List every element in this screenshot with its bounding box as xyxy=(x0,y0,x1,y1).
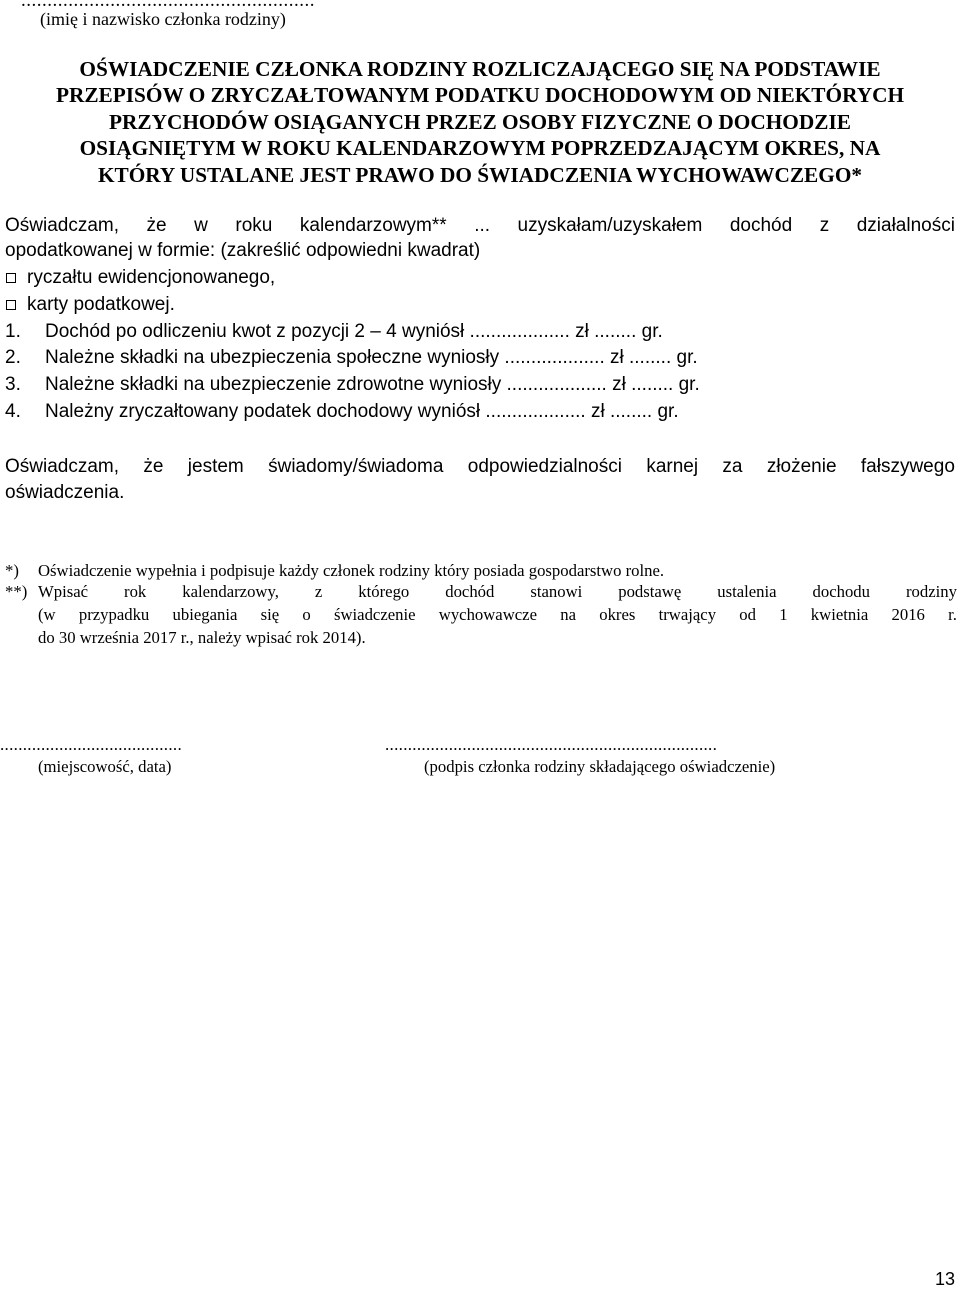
word: z xyxy=(314,582,323,601)
word: fałszywego xyxy=(860,456,955,477)
title-line: PRZYCHODÓW OSIĄGANYCH PRZEZ OSOBY FIZYCZNE O DOCHODZIE xyxy=(109,109,851,134)
responsibility-line: oświadczenia. xyxy=(5,482,125,503)
word: którego xyxy=(358,582,410,601)
word: kalendarzowy, xyxy=(182,582,279,601)
title-line: PRZEPISÓW O ZRYCZAŁTOWANYM PODATKU DOCHODOWYM OD NIEKTÓRYCH xyxy=(55,83,905,108)
item-number: 3. xyxy=(5,374,21,395)
word: rok xyxy=(124,582,147,601)
word: świadczenie xyxy=(333,605,416,624)
word: kalendarzowym** xyxy=(299,215,447,236)
item-number: 4. xyxy=(5,401,21,422)
word: jestem xyxy=(187,456,244,477)
word: Oświadczam, xyxy=(5,456,120,477)
word: 1 xyxy=(779,605,788,624)
place-date-dotted-line: ........................................ xyxy=(0,735,182,754)
footnote-mark: **) xyxy=(5,582,28,601)
footnote-text: Oświadczenie wypełnia i podpisuje każdy członek rodziny który posiada gospodarstwo rolne. xyxy=(38,561,665,580)
document-title xyxy=(0,56,960,188)
word: Wpisać xyxy=(38,582,89,601)
word: w xyxy=(194,215,208,236)
word: Oświadczam, xyxy=(5,215,120,236)
title-line: OSIĄGNIĘTYM W ROKU KALENDARZOWYM POPRZEDZAJĄCYM OKRES, NA xyxy=(79,136,881,161)
footnote-mark: *) xyxy=(5,561,19,580)
word: złożenie xyxy=(766,456,837,477)
page-number: 13 xyxy=(935,1269,956,1289)
footnote-text-line: do 30 września 2017 r., należy wpisać rok 2014). xyxy=(38,628,366,647)
option-label: karty podatkowej. xyxy=(27,294,175,315)
word: r. xyxy=(948,605,957,624)
declaration-line xyxy=(5,215,955,237)
declaration-line: opodatkowanej w formie: (zakreślić odpowiedni kwadrat) xyxy=(5,240,481,261)
item-number: 1. xyxy=(5,321,21,342)
word: dochód xyxy=(445,582,495,601)
word: ubiegania xyxy=(172,605,238,624)
footnote-text-line xyxy=(38,605,957,625)
word: z xyxy=(819,215,830,236)
word: karnej xyxy=(646,456,699,477)
footnote-1 xyxy=(5,561,664,581)
checkbox-square-icon[interactable] xyxy=(6,300,16,310)
word: dochód xyxy=(729,215,793,236)
word: dochodu xyxy=(812,582,870,601)
word: podstawę xyxy=(618,582,682,601)
year-blank: ... xyxy=(474,215,491,236)
option-ryczalt[interactable] xyxy=(5,267,275,289)
word: okres xyxy=(599,605,636,624)
word: przypadku xyxy=(78,605,150,624)
word: uzyskałam/uzyskałem xyxy=(517,215,703,236)
word: wychowawcze xyxy=(438,605,537,624)
word: na xyxy=(560,605,576,624)
title-line: OŚWIADCZENIE CZŁONKA RODZINY ROZLICZAJĄCEGO SIĘ NA PODSTAWIE xyxy=(79,57,881,81)
list-item xyxy=(5,347,698,369)
footnote-text-line xyxy=(38,582,957,602)
name-caption: (imię i nazwisko członka rodziny) xyxy=(40,9,286,29)
item-text: Należne składki na ubezpieczenie zdrowotne wyniosły ................... zł ........ gr. xyxy=(45,374,700,395)
word: (w xyxy=(38,605,56,624)
responsibility-line xyxy=(5,456,955,478)
list-item xyxy=(5,321,663,343)
word: trwający xyxy=(658,605,717,624)
signature-caption: (podpis członka rodziny składającego oświadczenie) xyxy=(424,757,776,776)
word: za xyxy=(722,456,743,477)
word: że xyxy=(146,215,167,236)
word: rodziny xyxy=(905,582,957,601)
title-line: KTÓRY USTALANE JEST PRAWO DO ŚWIADCZENIA WYCHOWAWCZEGO* xyxy=(97,162,863,187)
word: ustalenia xyxy=(717,582,777,601)
signature-dotted-line: ......................................................................... xyxy=(385,735,718,754)
word: kwietnia xyxy=(810,605,869,624)
word: stanowi xyxy=(530,582,583,601)
name-dotted-line: ........................................................ xyxy=(21,0,315,11)
word: odpowiedzialności xyxy=(467,456,622,477)
word: działalności xyxy=(856,215,955,236)
word: od xyxy=(739,605,756,624)
option-label: ryczałtu ewidencjonowanego, xyxy=(27,267,276,288)
place-date-caption: (miejscowość, data) xyxy=(38,757,172,776)
list-item xyxy=(5,374,700,396)
word: roku xyxy=(235,215,273,236)
item-text: Dochód po odliczeniu kwot z pozycji 2 – 4 wyniósł ................... zł ........ gr. xyxy=(45,321,663,342)
word: świadomy/świadoma xyxy=(268,456,444,477)
list-item xyxy=(5,401,679,423)
item-text: Należne składki na ubezpieczenia społeczne wyniosły ................... zł ........ gr. xyxy=(45,347,698,368)
word: się xyxy=(260,605,280,624)
item-text: Należny zryczałtowany podatek dochodowy wyniósł ................... zł ........ gr. xyxy=(45,401,679,422)
footnote-2 xyxy=(5,582,957,602)
word: 2016 xyxy=(891,605,925,624)
word: o xyxy=(302,605,311,624)
word: że xyxy=(143,456,164,477)
item-number: 2. xyxy=(5,347,21,368)
option-karta-podatkowa[interactable] xyxy=(5,294,175,316)
checkbox-square-icon[interactable] xyxy=(6,273,16,283)
